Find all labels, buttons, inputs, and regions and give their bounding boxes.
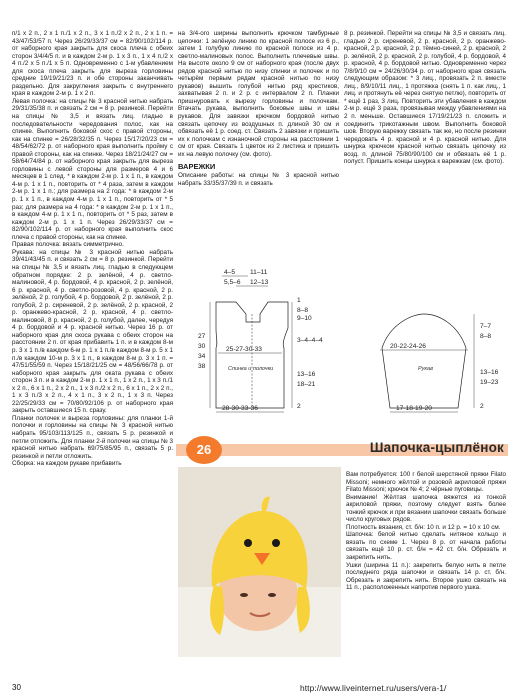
paragraph-attention: Внимание! Жёлтая шапочка вяжется из тонкой акриловой пряжи, поэтому следует взять более тонкий крючок и при вязании шапочки связать больше число круговых рядов. [346, 493, 506, 524]
vest-left-dim-2: 30 [198, 343, 206, 350]
sleeve-right-dim-5: 2 [480, 403, 484, 410]
photo-illustration [178, 467, 341, 657]
vest-right-dim-6: 18–21 [297, 381, 316, 388]
vest-top-dim-2: 11–11 [250, 269, 268, 276]
section-title: Шапочка-цыплёнок [369, 440, 504, 455]
section-heading-mittens: ВАРЕЖКИ [178, 162, 216, 172]
text-column-1 [12, 30, 173, 468]
vest-label: Спинка и полочки [228, 366, 274, 372]
paragraph-gauge: Плотность вязания, ст. б/н: 10 п. и 12 р. = 10 х 10 см. [346, 523, 501, 531]
vest-top-dim-4: 12–13 [250, 279, 269, 286]
sleeve-right-dim-3: 13–16 [480, 369, 499, 376]
text-column-4 [346, 471, 506, 592]
vest-right-dim-2: 8–8 [297, 307, 309, 314]
vest-left-dim-1: 27 [198, 333, 206, 340]
vest-right-dim-4: 3–4–4–4 [297, 337, 323, 344]
sleeve-right-dim-4: 19–23 [480, 379, 499, 386]
sleeve-right-dim-2: 8–8 [480, 333, 492, 340]
watermark-url: http://www.liveinternet.ru/users/vera-1/ [300, 683, 447, 693]
paragraph: Описание работы: на спицы № 3 красной нитью набрать 33/35/37/39 п. и связать [178, 172, 339, 187]
vest-left-dim-3: 34 [198, 353, 206, 360]
vest-mid-width: 25-27-30-33 [226, 346, 262, 353]
text-column-3 [344, 30, 506, 166]
sleeve-outline [382, 314, 466, 408]
vest-right-dim-3: 9–10 [297, 315, 312, 322]
paragraph: Рукава: на спицы № 3 красной нитью набрать 39/41/43/45 п. и связать 2 см = 8 р. резинкой. Перейти на спицы № 3,5 и вязать лиц. гладью в следующем обратном порядке: 2 р. зелёной, 4 р. светло-малиновой, 4 р. бордовой, 4 р. красной, 2 р. зелёной, 6 р. красной, 4 р. светло-розовой, 4 р. красной, 2 р. зелёной, 2 р. голубой, 4 р. бордовой, 2 р. зелёной, 2 р. голубой, 2 р. сиреневой, 2 р. зелёной, 2 р. красной, 2 р. оранжево-красной, 2 р. красной, 4 р. светло-малиновой, 8 р. красной, 2 р. голубой, далее, чередуя 4 р. бордовой и 4 р. красной нитью. Через 16 р. от наборного края для скоса рукава с обеих сторон на расстоянии 2 п. от края прибавить 1 п. и в каждом 8-м р. 3 х 1 п./в каждом 6-м р. 1 х 1 п./в каждом 8-м р. 5 х 1 п./в каждом 10-м р. 3 х 1 п., в каждом 8-м р. 3 х 1 п. = 47/51/55/59 п. Через 15/18/21/25 см = 48/56/66/78 р. от наборного края закрыть для оката рукава с обеих сторон 3 п. и в каждом 2-м р. 1 х 1 п., 1 х 2 п., 1 х 3 п./1 х 2 п., 6 х 1 п., 2 х 2 п., 1 х 3 п./2 х 2 п., 6 х 1 п., 2 х 2 п., 1 х 3 п./3 х 2 п., 4 х 1 п., 3 х 2 п., 1 х 3 п. Через 22/25/29/33 см = 70/80/92/106 р. от наборного края закрыть оставшиеся 15 п. сразу. [12, 248, 173, 415]
vest-bottom-width: 28-30-33-36 [222, 405, 258, 412]
paragraph: Сборка: на каждом рукаве прибавить [12, 460, 122, 468]
pattern-diagrams [176, 262, 510, 417]
paragraph-materials: Вам потребуется: 100 г белой шерстяной пряжи Filato Missoni; немного жёлтой и розовой акриловой пряжи Filato Missoni; крючок № 4; 2 чёрные пуговицы. [346, 471, 506, 494]
baby-chick-hat-photo [178, 467, 341, 657]
paragraph: Левая полочка: на спицы № 3 красной нитью набрать 29/31/35/38 п. и связать 2 см = 8 р. резинкой. Перейти на спицы № 3,5 и вязать лиц. гладью в последовательности чередования полос, как на спинке. Выполнить боковой скос с правой стороны, как на спинке = 26/28/32/35 п. Через 15/17/20/23 см = 48/54/62/72 р. от наборного края выполнить пройму с правой стороны, как на спинке. Через 18/21/24/27 см = 58/64/74/84 р. от наборного края закрыть для выреза горловины с левой стороны для размеров 4 и 6 месяцев в 1 след. * в каждом 2-м р. 1 х 1 п., в каждом 4-м р. 1 х 1 п., повторить от * 4 раза, затем в каждом 2-м р. 1 х 1 п.; для размера на 2 года: * в каждом 2-м р. 1 х 1 п., в каждом 4-м р. 1 х 1 п., повторить от * 5 раз; для размера на 4 года: * в каждом 2-м р. 1 х 1 п., в каждом 4-м р. 1 х 1 п., повторить от * 5 раз, затем в каждом 2-м р. 1 х 1 п. Через 26/29/33/37 см = 82/90/102/114 р. от наборного края выполнить скос плеча с правой стороны, как на спинке. [12, 97, 173, 241]
vest-top-dim-3: 5,5–6 [224, 279, 241, 286]
vest-right-dim-5: 13–16 [297, 371, 316, 378]
sleeve-bottom-width: 17-18-19-20 [396, 405, 432, 412]
paragraph: на 3/4-ого ширины выполнить крючком тамбурные цепочки: 1 зелёную линию по красной полосе из 6 р., затем 1 голубую линию по красной полосе из 4 р. светло-малиновых полос. Выполнить плечевые швы. На высоте около 9 см от наборного края (после двух рядов красной нитью по низу спинки и полочек и по четырём первым рядам красной нитью по низу рукавов) вышить голубой нитью ряд крестиков, захватывая 2 п. и 2 р. с интервалом 2 п. Планки пришнуровать к вырезу горловины и полочкам. Втачать рукава, выполнить боковые швы и швы рукавов. Для завязки крючком бордовой нитью связать цепочку из воздушных п. длиной 30 см и обвязать её 1 р. соед. ст. Связать 2 завязки и пришить их к полочкам с изнаночной стороны на расстоянии 1 см от края. Связать 1 цветок из 2 листика и пришить их на левую полочку (см. фото). [178, 30, 339, 158]
paragraph: п/1 х 2 п., 2 х 1 п./1 х 2 п., 3 х 1 п./2 х 2 п., 2 х 1 п. = 43/47/53/57 п. Через 26/29/33/37 см = 82/90/102/114 р. от наборного края закрыть для скоса плеча с обеих сторон 3/4/4/5 п. и в каждом 2-м р. 1 х 3 п., 1 х 4 п./2 х 4 п./2 х 5 п./1 х 5 п. Одновременно с 1-м убавлением для скоса плеча закрыть для выреза горловины средние 19/19/21/23 п. и обе стороны заканчивать раздельно. Для закругления закрыть с внутреннего края в каждом 2-м р. 1 х 2 п. [12, 30, 173, 98]
pattern-diagram-svg [176, 262, 510, 417]
sleeve-top-width: 20-22-24-26 [390, 343, 426, 350]
paragraph-ears: Ушки (ширина 11 п.): закрепить белую нить в петле последнего ряда шапочки и связать 14 р. ст. б/н. Обрезать и закрепить нить. Второе ушко связать на 11 п., расположенных напротив первого ушка. [346, 561, 506, 592]
vest-right-dim-7: 2 [297, 403, 301, 410]
sleeve-label: Рукав [418, 366, 433, 372]
paragraph: Правая полочка: вязать симметрично. [12, 241, 124, 249]
page-number: 30 [12, 683, 21, 692]
section-header-band [176, 437, 508, 463]
vest-left-dim-4: 38 [198, 363, 206, 370]
section-number-badge: 26 [186, 436, 222, 464]
paragraph-hat: Шапочка: белой нитью сделать нитяное кольцо и вязать по схеме 1. Через 8 р. от начала работы связать ещё 10 р. ст. б/н = 42 ст. б/н. Обрезать и закрепить нить. [346, 531, 506, 562]
paragraph: 8 р. резинкой. Перейти на спицы № 3,5 и связать лиц. гладью 2 р. сиреневой, 2 р. красной, 2 р. оранжево-красной, 2 р. красной, 2 р. тёмно-синей, 2 р. красной, 2 р. зелёной, 2 р. красной, 2 р. голубой, 4 р. бордовой, 4 р. красной, 4 р. бордовой нитью. Одновременно через 7/8/9/10 см = 24/26/30/34 р. от наборного края связать следующим образом: * 3 лиц., провязать 2 п. вместе лиц., 8/9/10/11 лиц., 1 протяжка (снять 1 п. как лиц., 1 лиц. и протянуть её через снятую петлю), повторить от * ещё 1 раз, 3 лиц. Повторить эти убавления в каждом 2-м р. ещё 3 раза, провязывая между убавлениями на 2 п. меньше. Оставшиеся 17/19/21/23 п. сложить и соединить трикотажным швом. Выполнить боковой шов. Вторую варежку связать так же, но после резинки чередовать 4 р. красной и 4 р. красной нитью. Для шнурка крючком красной нитью связать цепочку из возд. п. длиной 75/80/90/100 см и обвязать её 1 р. полуст. Пришить концы шнурка к варежкам (см. фото). [344, 30, 506, 166]
sleeve-right-dim-1: 7–7 [480, 323, 492, 330]
text-column-2 [178, 30, 339, 187]
vest-top-dim-1: 4–5 [224, 269, 236, 276]
vest-right-dim-1: 1 [297, 297, 301, 304]
paragraph: Планки полочек и выреза горловины: для планки 1-й полочки и горловины на спицы № 3 красной нитью набрать 95/103/113/125 п., связать 5 р. резинкой и петли отложить. Для планки 2-й полочки на спицы № 3 красной нитью набрать 69/75/85/95 п., связать 5 р. резинкой и петли отложить. [12, 414, 173, 460]
